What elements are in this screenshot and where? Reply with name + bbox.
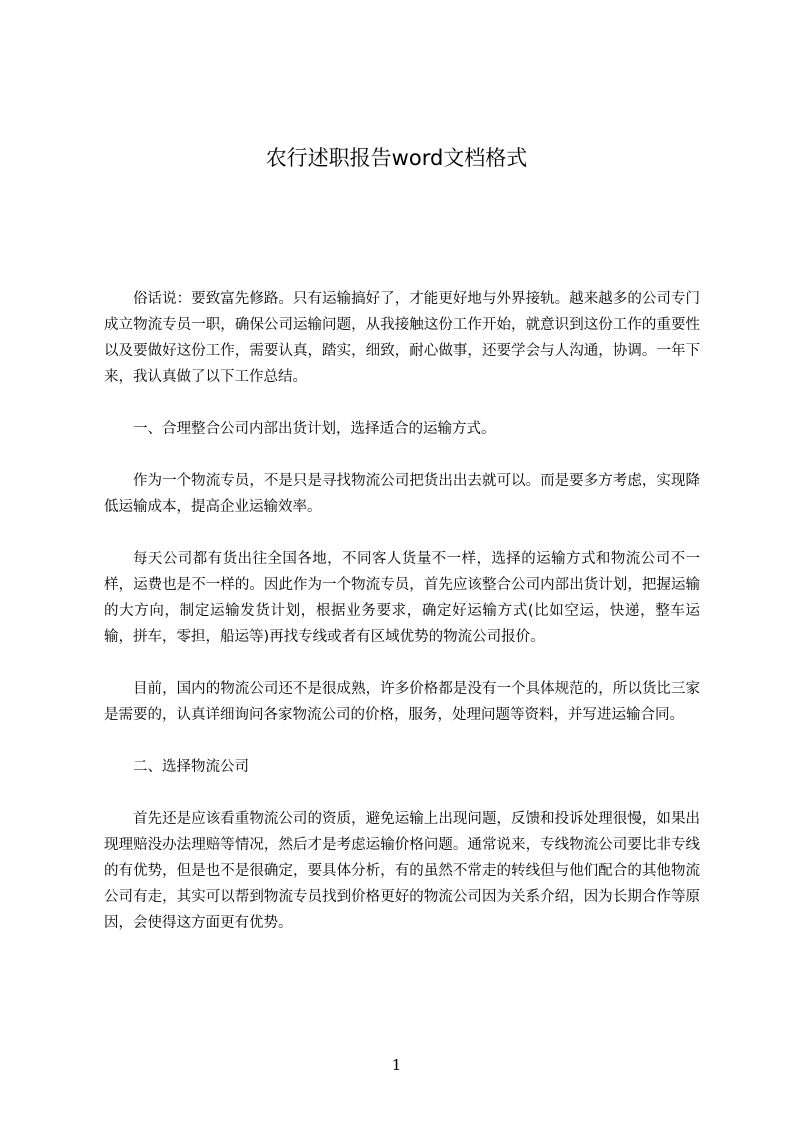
paragraph-spacer <box>104 442 700 468</box>
page-number: 1 <box>391 1056 402 1074</box>
section-heading-1: 一、合理整合公司内部出货计划，选择适合的运输方式。 <box>133 421 496 437</box>
paragraph-spacer <box>104 780 700 806</box>
paragraph-spacer <box>104 520 700 546</box>
paragraph-spacer <box>104 390 700 416</box>
paragraph-spacer <box>104 650 700 676</box>
body-paragraph: 首先还是应该看重物流公司的资质，避免运输上出现问题，反馈和投诉处理很慢，如果出现理赔没办法理赔等情况，然后才是考虑运输价格问题。通常说来，专线物流公司要比非专线的有优势，但是也不是很确定，要具体分析，有的虽然不常走的转线但与他们配合的其他物流公司有走，其实可以帮到物流专员找到价格更好的物流公司因为关系介绍，因为长期合作等原因，会使得这方面更有优势。 <box>104 811 700 931</box>
document-body <box>104 286 700 936</box>
body-paragraph: 每天公司都有货出往全国各地，不同客人货量不一样，选择的运输方式和物流公司不一样，运费也是不一样的。因此作为一个物流专员，首先应该整合公司内部出货计划，把握运输的大方向，制定运输发货计划，根据业务要求，确定好运输方式(比如空运，快递，整车运输，拼车，零担，船运等)再找专线或者有区域优势的物流公司报价。 <box>104 551 700 645</box>
section-heading-2: 二、选择物流公司 <box>133 759 249 775</box>
paragraph-spacer <box>104 728 700 754</box>
body-paragraph: 目前，国内的物流公司还不是很成熟，许多价格都是没有一个具体规范的，所以货比三家是需要的，认真详细询问各家物流公司的价格，服务，处理问题等资料，并写进运输合同。 <box>104 681 700 723</box>
body-paragraph: 作为一个物流专员，不是只是寻找物流公司把货出出去就可以。而是要多方考虑，实现降低运输成本，提高企业运输效率。 <box>104 473 700 515</box>
intro-paragraph: 俗话说：要致富先修路。只有运输搞好了，才能更好地与外界接轨。越来越多的公司专门成立物流专员一职，确保公司运输问题，从我接触这份工作开始，就意识到这份工作的重要性以及要做好这份工作，需要认真，踏实，细致，耐心做事，还要学会与人沟通，协调。一年下来，我认真做了以下工作总结。 <box>104 291 700 385</box>
document-title: 农行述职报告word文档格式 <box>265 146 528 170</box>
